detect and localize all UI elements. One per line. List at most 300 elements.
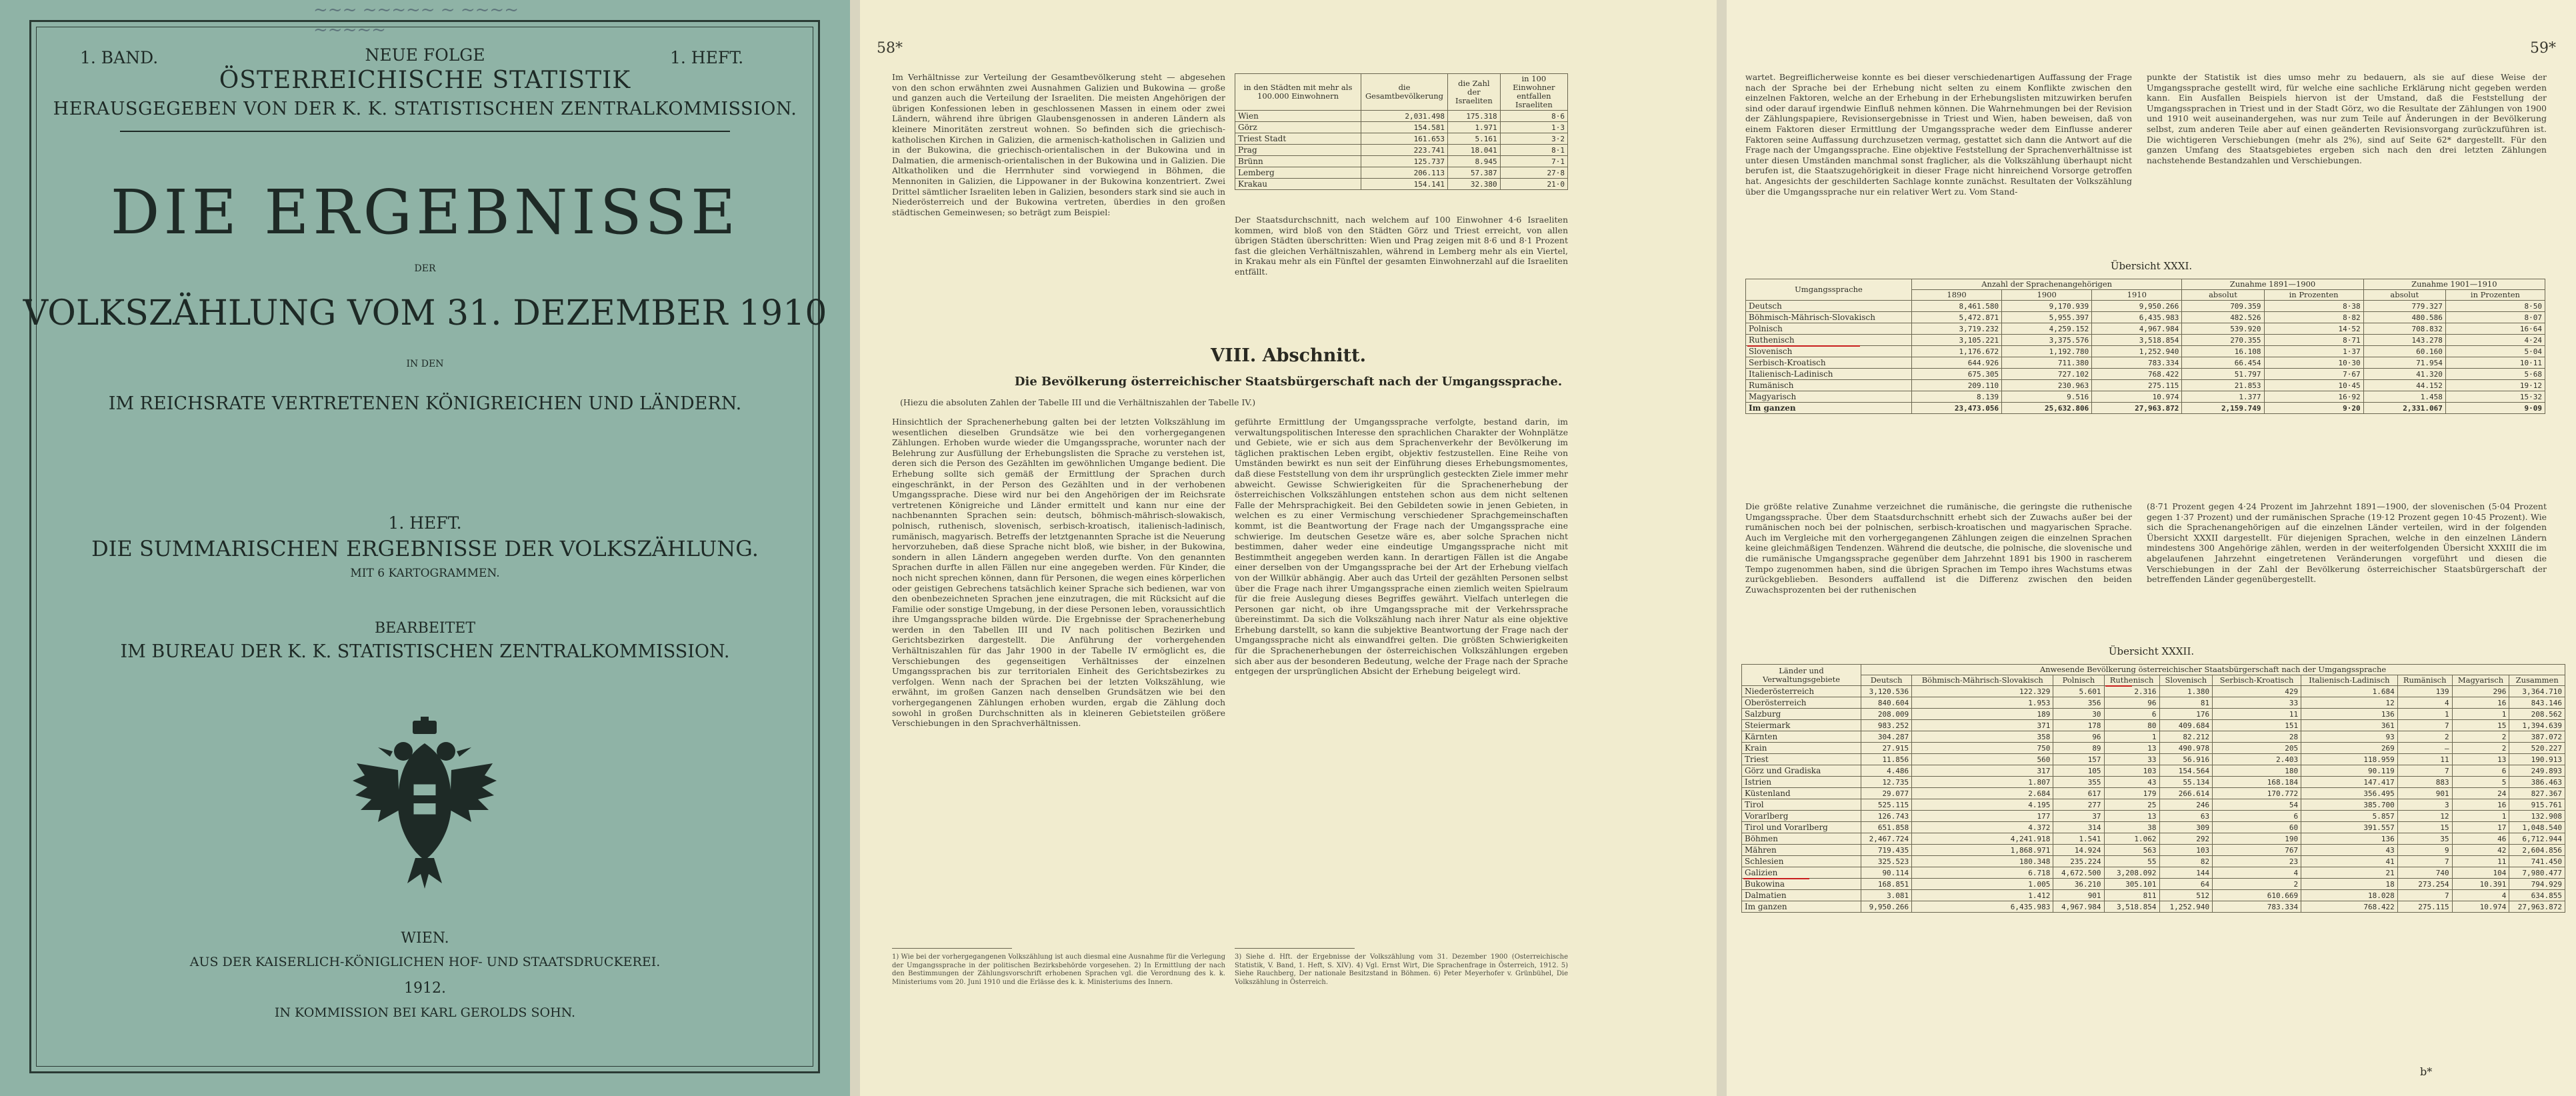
region-name: Niederösterreich — [1742, 686, 1861, 697]
table-cell: 9.516 — [2002, 391, 2092, 403]
table-cell: 709.359 — [2182, 301, 2264, 312]
table-cell: 563 — [2104, 845, 2159, 856]
table-cell: 60.160 — [2363, 346, 2445, 357]
table-cell: 1 — [2452, 709, 2509, 720]
table-row: Krakau 154.141 32.380 21·0 — [1235, 179, 1568, 190]
table-cell: 189 — [1912, 709, 2053, 720]
table-cell: 168.851 — [1861, 879, 1912, 890]
table-cell: 8·71 — [2264, 335, 2363, 346]
middle-column-left: Die größte relative Zunahme verzeichnet die rumänische, die geringste die ruthenische Umgangssprache. Über dem Staatsdurchschnitt erhebt sich der Zuwachs außer bei der rumänischen noch bei der polnischen, serbisch-kroatischen und magyarischen Sprache. Auch im Vergleiche mit den vorhergegangenen Zählungen zeigen die einzelnen Sprachen keine gleichmäßigen Tendenzen. Während die deutsche, die polnische, die slovenische und die rumänische Umgangssprache gegenüber dem Jahrzehnt 1891 bis 1900 in rascherem Tempo zugenommen haben, sind die übrigen Sprachen im Tempo ihres Wachstums etwas zurückgeblieben. Besonders auffallend ist die Differenz zwischen den beiden Zuwachsprozenten bei der ruthenischen — [1745, 501, 2132, 595]
table-cell: 610.669 — [2213, 890, 2301, 901]
table-cell: 30 — [2053, 709, 2104, 720]
table-cell: 525.115 — [1861, 799, 1912, 811]
cover-im-bureau: IM BUREAU DER K. K. STATISTISCHEN ZENTRALKOMMISSION. — [120, 641, 730, 662]
table-cell: 6,712.944 — [2509, 833, 2565, 845]
table-cell: 1.380 — [2159, 686, 2213, 697]
spine-gap-left — [850, 0, 860, 1096]
table-cell: 10·11 — [2445, 357, 2545, 369]
table-cell: 15 — [2452, 720, 2509, 731]
cover-publisher-2: HERAUSGEGEBEN VON DER K. K. STATISTISCHEN ZENTRALKOMMISSION. — [53, 99, 797, 119]
table-cell: 9·20 — [2264, 403, 2363, 414]
table-cell: 4 — [2452, 890, 2509, 901]
table-cell: 8,461.580 — [1912, 301, 2002, 312]
table-cell: 10·45 — [2264, 380, 2363, 391]
table-row — [1746, 357, 2545, 369]
table-header: die Gesamtbevölkerung — [1361, 74, 1448, 111]
table-cell: 480.586 — [2363, 312, 2445, 323]
cover-bearbeitet: BEARBEITET — [374, 620, 475, 637]
body-column-left: Hinsichtlich der Sprachenerhebung galten bei der letzten Volkszählung im wesentlichen dieselben Grundsätze wie bei den vorhergegangenen Zählungen. Erhoben wurde wieder die Umgangssprache, worunter nach der Belehrung zur Ausfüllung der Erhebungslisten die Sprache zu verstehen ist, deren sich die Person des Gezählten im gewöhnlichen Umgange bedient. Die Erhebung sollte sich gemäß der Ermittlung der Sprachen durch eingeschränkt, in der Person des Gezählten und in der verhobenen Umgangssprache. Diese wird nur bei den Angehörigen der im Reichsrate vertretenen Königreiche und Länder ermittelt und kann nur eine der nachbenannten Sprachen sein: deutsch, böhmisch-mährisch-slowakisch, polnisch, ruthenisch, slovenisch, serbisch-kroatisch, italienisch-ladinisch, rumänisch, magyarisch. Betreffs der letztgenannten Sprache ist die Neuerung hervorzuheben, daß diese Sprache nicht bloß, wie bisher, in der Bukowina, sondern in allen Ländern angegeben werden durfte. Von den genannten Sprachen durfte in allen Fällen nur eine angegeben werden. Für Kinder, die noch nicht sprechen können, dann für Personen, die wegen eines körperlichen oder geistigen Gebrechens tatsächlich keiner Sprache sich bedienen, war von den obenbezeichneten Sprachen jene einzutragen, die mit Rücksicht auf die Familie oder sonstige Umgebung, in der diese Personen leben, voraussichtlich ihre Umgangssprache bilden würde. Die Ergebnisse der Sprachenerhebung werden in den Tabellen III und IV nach politischen Bezirken und Gerichtsbezirken dargestellt. Die Anführung der vorhergehenden Verhältniszahlen für das Jahr 1900 in der Tabelle IV ermöglicht es, die Verschiebungen des gegenseitigen Verhältnisses der einzelnen Umgangssprachen bis zur territorialen Einheit des Gerichtsbezirkes zu verfolgen. Wenn nach der Sprachen bei der letzten Volkszählung, wie erwähnt, im großen Ganzen nach denselben Grundsätzen wie bei den vorhergegangenen Zählungen erhoben wurden, ergab die Zählung doch sowohl in großen Durchschnitten als in kleineren Gebietsteilen größere Verschiebungen in den Sprachverhältnissen. — [892, 417, 1225, 729]
table-cell: 8·07 — [2445, 312, 2545, 323]
table-cell: 371 — [1912, 720, 2053, 731]
table-row — [1742, 856, 2565, 867]
table-cell: 1.062 — [2104, 833, 2159, 845]
table-header: Serbisch-Kroatisch — [2213, 675, 2301, 686]
footnotes-right: 3) Siehe d. Hft. der Ergebnisse der Volkszählung vom 31. Dezember 1900 (Österreichische Statistik, V. Band, 1. Heft, S. XIV). 4) Vgl. Ernst Wirt, Die Sprachenfrage in Österreich, 1912. 5) Siehe Rauchberg, Der nationale Besitzstand in Böhmen. 6) Peter Meyerhofer v. Grünbühel, Die Volkszählung in Österreich. — [1235, 953, 1568, 986]
table-cell: 64 — [2159, 879, 2213, 890]
table-cell: 741.450 — [2509, 856, 2565, 867]
table-cell: 89 — [2053, 743, 2104, 754]
region-name: Görz und Gradiska — [1742, 765, 1861, 777]
table-header: 1900 — [2002, 290, 2092, 301]
table-cell: 9,950.266 — [1861, 901, 1912, 913]
table-header: in Prozenten — [2264, 290, 2363, 301]
table-cell: 520.227 — [2509, 743, 2565, 754]
table-cell: 208.562 — [2509, 709, 2565, 720]
table-cell: 25,632.806 — [2002, 403, 2092, 414]
table-cell: 56.916 — [2159, 754, 2213, 765]
table-cell: 21.853 — [2182, 380, 2264, 391]
table-cell: 3,719.232 — [1912, 323, 2002, 335]
table-cell: — — [2397, 743, 2452, 754]
table-cell: 1·37 — [2264, 346, 2363, 357]
table-cell: 103 — [2159, 845, 2213, 856]
table-cell: 719.435 — [1861, 845, 1912, 856]
body-column-right: geführte Ermittlung der Umgangssprache verfolgte, bestand darin, im verwaltungspolitischen Interesse den sprachlichen Charakter der Wohnplätze und Gebiete, wie er sich aus dem Sprachenverkehr der Bevölkerung im täglichen praktischen Leben ergibt, objektiv festzustellen. Eine Reihe von Umständen bewirkt es nun seit der Einführung dieses Erhebungsmomentes, daß diese Feststellung von dem ihr ursprünglich gesteckten Ziele immer mehr abweicht. Gewisse Schwierigkeiten für die Sprachenerhebung der österreichischen Volkszählungen entstehen schon aus dem nicht seltenen Falle der Mehrsprachigkeit. Bei den Gebildeten sowie in jenen Gebieten, in welchen es zu einer Vermischung verschiedener Sprachgemeinschaften kommt, ist die Beantwortung der Frage nach der Umgangssprache eine schwierige. Im deutschen Gesetze wäre es, aber solche Sprachen nicht bestimmen, daher weder eine eindeutige Umgangssprache nicht mit Bestimmtheit angegeben werden kann. In derartigen Fällen ist die Angabe einer derselben von der Umgangssprache bei der Art der Erhebung vielfach von der Willkür abhängig. Aber auch das Urteil der gezählten Personen selbst über die Frage nach ihrer Umgangssprache einen ziemlich weiten Spielraum für die freie Auslegung dieses Begriffes gewährt. Vielfach unterlegen die Personen gar nicht, ob ihre Umgangssprache mit der Verkehrssprache übereinstimmt. Da sich die Volkszählung nach ihrer Natur als eine objektive Erhebung darstellt, so kann die subjektive Beantwortung der Frage nach der Umgangssprache nicht als einwandfrei gelten. Die größten Schwierigkeiten für die Sprachenerhebungen der österreichischen Volkszählungen ergeben sich aber aus der besonderen Bedeutung, welche der Frage nach der Sprache entgegen der ursprünglichen Absicht der Erhebung beigelegt wird. — [1235, 417, 1568, 677]
table-cell: 9 — [2397, 845, 2452, 856]
table-cell: 768.422 — [2301, 901, 2398, 913]
table-cell: 750 — [1912, 743, 2053, 754]
table-cell: 5 — [2452, 777, 2509, 788]
table-cell: 270.355 — [2182, 335, 2264, 346]
table-row — [1746, 369, 2545, 380]
table-cell: 16·92 — [2264, 391, 2363, 403]
table-cell: 80 — [2104, 720, 2159, 731]
table-cell: 651.858 — [1861, 822, 1912, 833]
table-cell: 387.072 — [2509, 731, 2565, 743]
table-cell: 104 — [2452, 867, 2509, 879]
table-cell: 317 — [1912, 765, 2053, 777]
table-cell: 309 — [2159, 822, 2213, 833]
table-cell: 96 — [2053, 731, 2104, 743]
table-cell: 11.856 — [1861, 754, 1912, 765]
table-cell: 230.963 — [2002, 380, 2092, 391]
table-cell: 6,435.983 — [1912, 901, 2053, 913]
table-cell: 25 — [2104, 799, 2159, 811]
table-cell: 8·82 — [2264, 312, 2363, 323]
language-name: Italienisch-Ladinisch — [1746, 369, 1912, 380]
table-cell: 7·67 — [2264, 369, 2363, 380]
table-cell: 560 — [1912, 754, 2053, 765]
table-cell: 7 — [2397, 890, 2452, 901]
table-cell: 385.700 — [2301, 799, 2398, 811]
red-pencil-underline — [2105, 685, 2132, 687]
table-header: Ruthenisch — [2104, 675, 2159, 686]
region-name: Oberösterreich — [1742, 697, 1861, 709]
table-cell: 1 — [2397, 709, 2452, 720]
table-header: Deutsch — [1861, 675, 1912, 686]
body-column-left: wartet. Begreiflicherweise konnte es bei dieser verschiedenartigen Auffassung der Frage nach der Sprache bei der Erhebung nicht selten zu einem Konflikte zwischen den einzelnen Faktoren, welche an der Erhebung in der Erhebungslisten mitzuwirken berufen sind oder darauf irgendwie Einfluß nehmen können. Die Wahrnehmungen bei der Revision der Zählungspapiere, Revisionsergebnisse in Triest und Wien, haben beweisen, daß von einem Faktoren dieser Ermittlung der Umgangssprache weder dem Einflusse anderer Faktoren seine Auffassung durchzusetzen vermag, gestattet sich dann die Antwort auf die Frage nach der Umgangssprache. Eine objektive Feststellung der Sprachenverhältnisse ist unter diesen Umständen manchmal sonst fraglicher, als die Volkszählung überhaupt nicht berufen ist, die Staatszugehörigkeit in dieser Frage nicht hinreichend Vorsorge getroffen hat. Angesichts der geschilderten Sachlage konnte zunächst. Resultaten der Volkszählung über die Umgangssprache nur ein relativer Wert zu. Vom Stand- — [1745, 72, 2132, 197]
footnote-rule-left — [892, 948, 1012, 949]
table-header: Anwesende Bevölkerung österreichischer Staatsbürgerschaft nach der Umgangssprache — [1861, 665, 2565, 675]
table-cell: 176 — [2159, 709, 2213, 720]
table-cell: 81 — [2159, 697, 2213, 709]
red-pencil-underline — [1747, 345, 1860, 347]
table-row — [1742, 845, 2565, 856]
table-cell: 96 — [2104, 697, 2159, 709]
table-row — [1742, 890, 2565, 901]
table-cell: 10.974 — [2092, 391, 2182, 403]
region-name: Salzburg — [1742, 709, 1861, 720]
table-cell: 151 — [2213, 720, 2301, 731]
table-cell: 356 — [2053, 697, 2104, 709]
region-name: Dalmatien — [1742, 890, 1861, 901]
table-cell: 12 — [2301, 697, 2398, 709]
table-cell: 883 — [2397, 777, 2452, 788]
table-cell: 1,192.780 — [2002, 346, 2092, 357]
cover-der: DER — [414, 263, 436, 274]
table-row — [1746, 391, 2545, 403]
table-row — [1742, 788, 2565, 799]
table-cell: 93 — [2301, 731, 2398, 743]
table-cell: 139 — [2397, 686, 2452, 697]
table-cell: 55.134 — [2159, 777, 2213, 788]
table-cell: 275.115 — [2092, 380, 2182, 391]
table-cell: 28 — [2213, 731, 2301, 743]
table-32-column-headers — [1742, 675, 2565, 686]
intro-paragraph: Im Verhältnisse zur Verteilung der Gesamtbevölkerung steht — abgesehen von den schon erwähnten zwei Ausnahmen Galizien und Bukowina — große und ganzen auch die Verteilung der Israeliten. Die meisten Angehörigen der übrigen Konfessionen leben in geschlossenen Massen in einem oder zwei Ländern, während ihre übrigen Glaubensgenossen in anderen Ländern als kleinere Minoritäten zerstreut wohnen. So befinden sich die griechisch-katholischen Kirchen in Galizien, die armenisch-katholischen in Galizien und in der Bukowina, die griechisch-orientalischen in der Bukowina und in Dalmatien, die armenisch-orientalischen in der Bukowina und in Galizien. Die Altkatholiken und die Herrnhuter sind vorwiegend in Böhmen, die Mennoniten in Galizien, die Lippowaner in der Bukowina konzentriert. Zwei Drittel sämtlicher Israeliten leben in Galizien, besonders stark sind sie auch in Niederösterreich und der Bukowina vertreten, überdies in den großen städtischen Gemeinwesen; so beträgt zum Beispiel: — [892, 72, 1225, 217]
region-name: Böhmen — [1742, 833, 1861, 845]
table-cell: 246 — [2159, 799, 2213, 811]
region-name: Mähren — [1742, 845, 1861, 856]
table-cell: 3,120.536 — [1861, 686, 1912, 697]
cover-page — [0, 0, 850, 1096]
table-cell: 2,331.067 — [2363, 403, 2445, 414]
cover-publisher-1: ÖSTERREICHISCHE STATISTIK — [219, 67, 631, 94]
table-cell: 794.929 — [2509, 879, 2565, 890]
table-cell: 539.920 — [2182, 323, 2264, 335]
language-name: Deutsch — [1746, 301, 1912, 312]
table-cell: 11 — [2213, 709, 2301, 720]
table-row — [1746, 346, 2545, 357]
table-row — [1742, 879, 2565, 890]
table-cell: 209.110 — [1912, 380, 2002, 391]
cover-region: IM REICHSRATE VERTRETENEN KÖNIGREICHEN UND LÄNDERN. — [108, 393, 742, 414]
table-row — [1742, 765, 2565, 777]
table-cell: 269 — [2301, 743, 2398, 754]
cover-heft-title: DIE SUMMARISCHEN ERGEBNISSE DER VOLKSZÄHLUNG. — [91, 536, 759, 561]
table-header: Umgangssprache — [1746, 279, 1912, 301]
table-cell: 4 — [2397, 697, 2452, 709]
table-cell: 43 — [2301, 845, 2398, 856]
table-cell: 19·12 — [2445, 380, 2545, 391]
table-cell: 1.684 — [2301, 686, 2398, 697]
table-cell: 42 — [2452, 845, 2509, 856]
table-cell: 16 — [2452, 697, 2509, 709]
table-header: Zunahme 1891—1900 — [2182, 279, 2363, 290]
table-cell: 4,241.918 — [1912, 833, 2053, 845]
table-cell: 9·09 — [2445, 403, 2545, 414]
table-header: absolut — [2363, 290, 2445, 301]
table-row — [1742, 777, 2565, 788]
language-name: Böhmisch-Mährisch-Slovakisch — [1746, 312, 1912, 323]
table-row — [1742, 833, 2565, 845]
region-name: Steiermark — [1742, 720, 1861, 731]
table-31-title: Übersicht XXXI. — [2110, 260, 2193, 272]
cover-year: 1912. — [404, 980, 446, 997]
table-cell: 5.601 — [2053, 686, 2104, 697]
table-cell: 4,967.984 — [2092, 323, 2182, 335]
table-cell: 2 — [2397, 731, 2452, 743]
table-cell: 915.761 — [2509, 799, 2565, 811]
table-cell: 779.327 — [2363, 301, 2445, 312]
table-cell: 10·30 — [2264, 357, 2363, 369]
table-cell: 3,364.710 — [2509, 686, 2565, 697]
table-cell: 16 — [2452, 799, 2509, 811]
table-cell: 18.028 — [2301, 890, 2398, 901]
table-cell: 105 — [2053, 765, 2104, 777]
table-row — [1742, 811, 2565, 822]
cover-maps: MIT 6 KARTOGRAMMEN. — [350, 567, 500, 580]
table-cell: 3,105.221 — [1912, 335, 2002, 346]
table-cell: 1,176.672 — [1912, 346, 2002, 357]
table-row — [1746, 380, 2545, 391]
table-cell: 27.915 — [1861, 743, 1912, 754]
table-cell: 16·64 — [2445, 323, 2545, 335]
table-cell: 2 — [2452, 743, 2509, 754]
table-cell: 132.908 — [2509, 811, 2565, 822]
table-cell: 811 — [2104, 890, 2159, 901]
total-label: Im ganzen — [1742, 901, 1861, 913]
table-row: Lemberg 206.113 57.387 27·8 — [1235, 167, 1568, 179]
table-cell: 901 — [2397, 788, 2452, 799]
cover-city: WIEN. — [401, 930, 449, 947]
table-cell: 27,963.872 — [2509, 901, 2565, 913]
footnote-rule-right — [1235, 948, 1355, 949]
table-cell: 190.913 — [2509, 754, 2565, 765]
table-cell: 126.743 — [1861, 811, 1912, 822]
table-cell: 4,672.500 — [2053, 867, 2104, 879]
table-row — [1742, 743, 2565, 754]
language-name: Serbisch-Kroatisch — [1746, 357, 1912, 369]
table-cell: 1,394.639 — [2509, 720, 2565, 731]
table-cell: 12 — [2397, 811, 2452, 822]
table-cell: 38 — [2104, 822, 2159, 833]
table-cell: 1.541 — [2053, 833, 2104, 845]
table-header: Polnisch — [2053, 675, 2104, 686]
table-row — [1742, 697, 2565, 709]
table-cell: 8.139 — [1912, 391, 2002, 403]
table-header: 1910 — [2092, 290, 2182, 301]
table-total-row — [1742, 901, 2565, 913]
table-cell: 136 — [2301, 709, 2398, 720]
region-name: Krain — [1742, 743, 1861, 754]
table-cell: 634.855 — [2509, 890, 2565, 901]
table-cell: 37 — [2053, 811, 2104, 822]
table-cell: 314 — [2053, 822, 2104, 833]
body-column-right: punkte der Statistik ist dies umso mehr zu bedauern, als sie auf diese Weise der Umgangssprache gestellt wird, für welche eine sachliche Erklärung nicht gegeben werden kann. Ein Ausfallen Beispiels hiervon ist der Umstand, daß die Feststellung der Umgangssprachen in Triest und in der Stadt Görz, wo die Resultate der Zählungen von 1900 und 1910 weit auseinandergehen, was nur zum Teile auf Änderungen in der Bevölkerung selbst, zum anderen Teile aber auf einen geänderten Revisionsvorgang zurückzuführen ist. Die wichtigeren Verschiebungen (mehr als 2%), sind auf Seite 62* dargestellt. Für den ganzen Umfang des Staatsgebietes ergeben sich nach den drei letzten Zählungen nachstehende Bestandzahlen und Verschiebungen. — [2147, 72, 2547, 165]
footer-mark: b* — [2420, 1065, 2433, 1078]
table-cell: 103 — [2104, 765, 2159, 777]
table-cell: 12.735 — [1861, 777, 1912, 788]
table-cell: 7,980.477 — [2509, 867, 2565, 879]
region-name: Vorarlberg — [1742, 811, 1861, 822]
table-cell: 63 — [2159, 811, 2213, 822]
region-name: Küstenland — [1742, 788, 1861, 799]
table-cell: 840.604 — [1861, 697, 1912, 709]
table-cell: 147.417 — [2301, 777, 2398, 788]
table-cell: 3,375.576 — [2002, 335, 2092, 346]
table-cell: 16.108 — [2182, 346, 2264, 357]
table-cell: 205 — [2213, 743, 2301, 754]
table-cell: 5,955.397 — [2002, 312, 2092, 323]
table-header: Zusammen — [2509, 675, 2565, 686]
table-cell: 3,208.092 — [2104, 867, 2159, 879]
table-cell: 118.959 — [2301, 754, 2398, 765]
table-cell: 82.212 — [2159, 731, 2213, 743]
table-cell: 1,252.940 — [2092, 346, 2182, 357]
region-name: Tirol — [1742, 799, 1861, 811]
table-cell: 783.334 — [2092, 357, 2182, 369]
table-cell: 512 — [2159, 890, 2213, 901]
table-cell: 325.523 — [1861, 856, 1912, 867]
table-row — [1746, 323, 2545, 335]
table-cell: 1.807 — [1912, 777, 2053, 788]
table-cell: 4 — [2213, 867, 2301, 879]
table-cell: 6 — [2213, 811, 2301, 822]
table-cell: 2 — [2452, 731, 2509, 743]
table-cell: 24 — [2452, 788, 2509, 799]
israeliten-table — [1235, 73, 1568, 190]
table-cell: 1.953 — [1912, 697, 2053, 709]
table-cell: 482.526 — [2182, 312, 2264, 323]
side-paragraph: Der Staatsdurchschnitt, nach welchem auf 100 Einwohner 4·6 Israeliten kommen, wird bloß von den Städten Görz und Triest erreicht, von allen übrigen Städten überschritten: Wien und Prag zeigen mit 8·6 und 8·1 Prozent fast die gleichen Verhältniszahlen, während in Lemberg mehr als ein Viertel, in Krakau mehr als ein Fünftel der gesamten Einwohnerzahl auf die Israeliten entfällt. — [1235, 215, 1568, 277]
cover-rule — [120, 131, 730, 132]
table-cell: 170.772 — [2213, 788, 2301, 799]
cover-commission: IN KOMMISSION BEI KARL GEROLDS SOHN. — [274, 1005, 576, 1020]
region-name: Istrien — [1742, 777, 1861, 788]
table-cell: 10.974 — [2452, 901, 2509, 913]
table-row — [1742, 799, 2565, 811]
table-cell: 122.329 — [1912, 686, 2053, 697]
table-row: Triest Stadt 161.653 5.161 3·2 — [1235, 133, 1568, 145]
table-cell: 90.119 — [2301, 765, 2398, 777]
table-cell: 179 — [2104, 788, 2159, 799]
table-cell: 827.367 — [2509, 788, 2565, 799]
middle-column-right: (8·71 Prozent gegen 4·24 Prozent im Jahrzehnt 1891—1900, der slovenischen (5·04 Prozent gegen 1·37 Prozent) und der rumänischen Sprache (19·12 Prozent gegen 10·45 Prozent). Wie sich die Sprachenangehörigen auf die einzelnen Länder verteilen, wird in der folgenden Übersicht XXXII dargestellt. Für diejenigen Sprachen, welche in den einzelnen Ländern mindestens 300 Angehörige zählen, werden in der weiterfolgenden Übersicht XXXIII die im abgelaufenen Jahrzehnt eingetretenen Veränderungen vorgeführt und diesen die Verschiebungen in der Zahl der Bevölkerung österreichischer Staatsbürgerschaft der betreffenden Länder gegenübergestellt. — [2147, 501, 2547, 585]
table-cell: 7 — [2397, 720, 2452, 731]
cover-subtitle: VOLKSZÄHLUNG VOM 31. DEZEMBER 1910 — [23, 293, 827, 333]
table-cell: 8·38 — [2264, 301, 2363, 312]
table-cell: 235.224 — [2053, 856, 2104, 867]
table-cell: 1.458 — [2363, 391, 2445, 403]
table-row — [1742, 720, 2565, 731]
region-name: Triest — [1742, 754, 1861, 765]
table-header: die Zahl der Israeliten — [1448, 74, 1501, 111]
table-cell: 273.254 — [2397, 879, 2452, 890]
table-cell: 644.926 — [1912, 357, 2002, 369]
table-header: Magyarisch — [2452, 675, 2509, 686]
table-cell: 292 — [2159, 833, 2213, 845]
table-header: in Prozenten — [2445, 290, 2545, 301]
table-header: Länder und Verwaltungsgebiete — [1742, 665, 1861, 686]
table-cell: 14·52 — [2264, 323, 2363, 335]
table-row: Wien 2,031.498 175.318 8·6 — [1235, 111, 1568, 122]
section-title: Die Bevölkerung österreichischer Staatsbürgerschaft nach der Umgangssprache. — [1014, 375, 1563, 389]
cover-heft: 1. HEFT. — [388, 513, 462, 533]
table-cell: 3,518.854 — [2104, 901, 2159, 913]
total-label: Im ganzen — [1746, 403, 1912, 414]
table-cell: 55 — [2104, 856, 2159, 867]
table-cell: 4·24 — [2445, 335, 2545, 346]
table-cell: 35 — [2397, 833, 2452, 845]
table-32-title: Übersicht XXXII. — [2108, 645, 2195, 657]
table-cell: 178 — [2053, 720, 2104, 731]
table-cell: 1.005 — [1912, 879, 2053, 890]
table-cell: 843.146 — [2509, 697, 2565, 709]
table-cell: 711.380 — [2002, 357, 2092, 369]
table-cell: 180 — [2213, 765, 2301, 777]
table-cell: 4.195 — [1912, 799, 2053, 811]
table-cell: 190 — [2213, 833, 2301, 845]
table-cell: 15·32 — [2445, 391, 2545, 403]
table-row — [1742, 822, 2565, 833]
table-header: Slovenisch — [2159, 675, 2213, 686]
table-cell: 2,604.856 — [2509, 845, 2565, 856]
table-total-row — [1746, 403, 2545, 414]
table-cell: 5·68 — [2445, 369, 2545, 380]
table-cell: 783.334 — [2213, 901, 2301, 913]
table-cell: 1,868.971 — [1912, 845, 2053, 856]
handwritten-inscription: ~~~ ~~~~~ ~ ~~~~ ~~~~~ — [313, 0, 519, 40]
table-header: in den Städten mit mehr als 100.000 Einwohnern — [1235, 74, 1361, 111]
table-cell: 7 — [2397, 765, 2452, 777]
table-cell: 2 — [2213, 879, 2301, 890]
table-cell: 46 — [2452, 833, 2509, 845]
table-cell: 2,467.724 — [1861, 833, 1912, 845]
table-cell: 2.684 — [1912, 788, 2053, 799]
table-cell: 23 — [2213, 856, 2301, 867]
table-cell: 143.278 — [2363, 335, 2445, 346]
table-header: Rumänisch — [2397, 675, 2452, 686]
table-cell: 1 — [2104, 731, 2159, 743]
region-name: Galizien — [1742, 867, 1861, 879]
table-cell: 82 — [2159, 856, 2213, 867]
table-cell: 15 — [2397, 822, 2452, 833]
table-cell: 208.009 — [1861, 709, 1912, 720]
cover-heft-top: 1. HEFT. — [670, 48, 744, 67]
table-cell: 1.377 — [2182, 391, 2264, 403]
table-cell: 5·04 — [2445, 346, 2545, 357]
table-cell: 23,473.056 — [1912, 403, 2002, 414]
page-59 — [1727, 0, 2576, 1096]
table-cell: 1 — [2452, 811, 2509, 822]
table-cell: 41.320 — [2363, 369, 2445, 380]
table-cell: 13 — [2104, 743, 2159, 754]
table-cell: 17 — [2452, 822, 2509, 833]
table-cell: 6.718 — [1912, 867, 2053, 879]
table-cell: 33 — [2213, 697, 2301, 709]
